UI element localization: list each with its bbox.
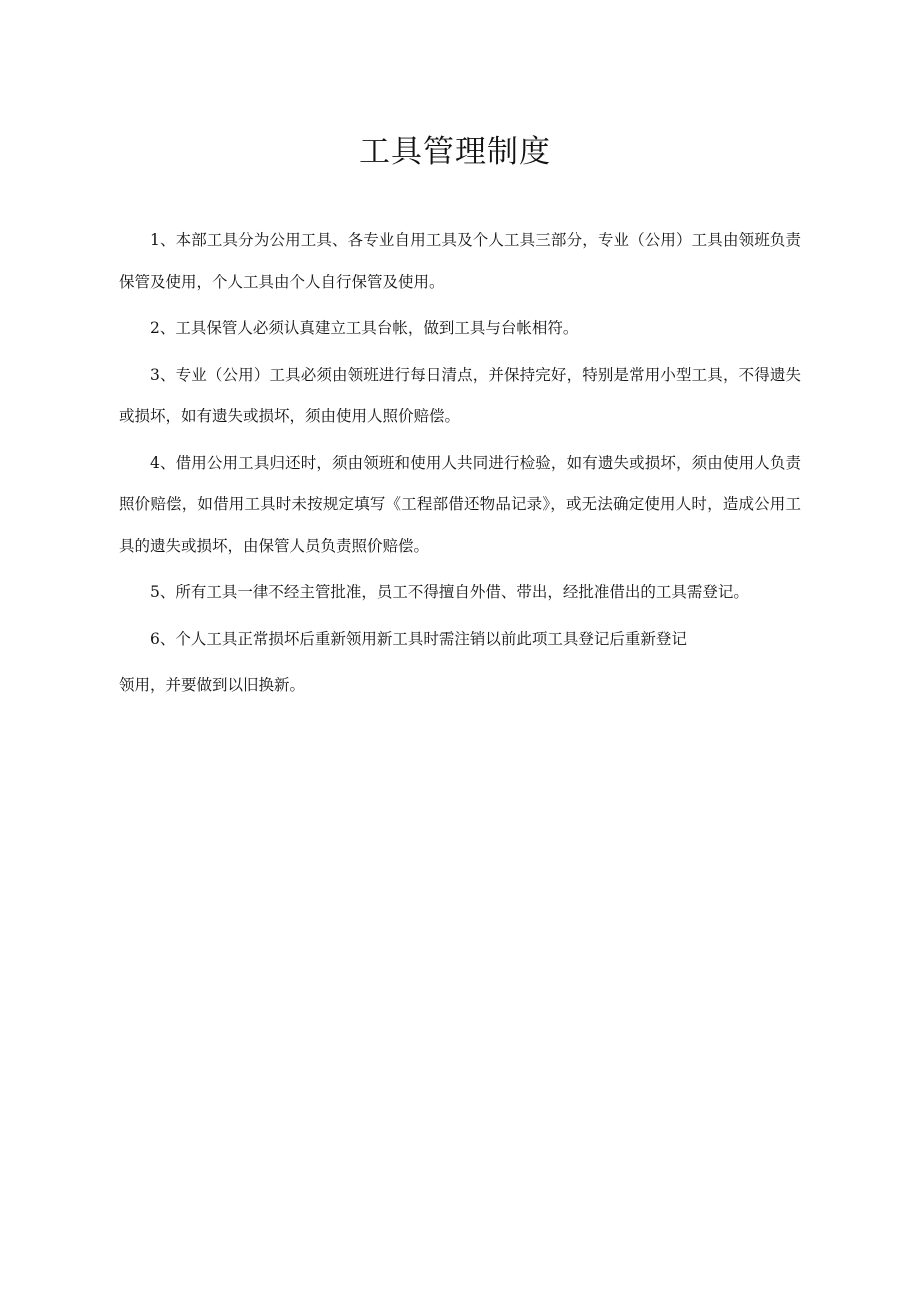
paragraph-6-line-1: 6、个人工具正常损坏后重新领用新工具时需注销以前此项工具登记后重新登记 — [150, 629, 687, 648]
paragraph-5: 5、所有工具一律不经主管批准，员工不得擅自外借、带出，经批准借出的工具需登记。 — [150, 583, 749, 601]
paragraph-4: 4、借用公用工具归还时，须由领班和使用人共同进行检验，如有遗失或损坏，须由使用人负责照价赔偿，如借用工具时未按规定填写《工程部借还物品记录》，或无法确定使用人时，造成公用工具的遗失或损坏，由保管人员负责照价赔偿。 — [119, 453, 801, 555]
paragraph-1: 1、本部工具分为公用工具、各专业自用工具及个人工具三部分，专业（公用）工具由领班负责保管及使用，个人工具由个人自行保管及使用。 — [119, 231, 801, 291]
paragraph-3: 3、专业（公用）工具必须由领班进行每日清点，并保持完好，特别是常用小型工具，不得遗失或损坏，如有遗失或损坏，须由使用人照价赔偿。 — [119, 365, 801, 425]
document-body — [119, 220, 801, 707]
paragraph-2: 2、工具保管人必须认真建立工具台帐，做到工具与台帐相符。 — [150, 319, 579, 337]
document-title: 工具管理制度 — [359, 134, 551, 170]
paragraph-6-line-2: 领用，并要做到以旧换新。 — [119, 676, 306, 694]
